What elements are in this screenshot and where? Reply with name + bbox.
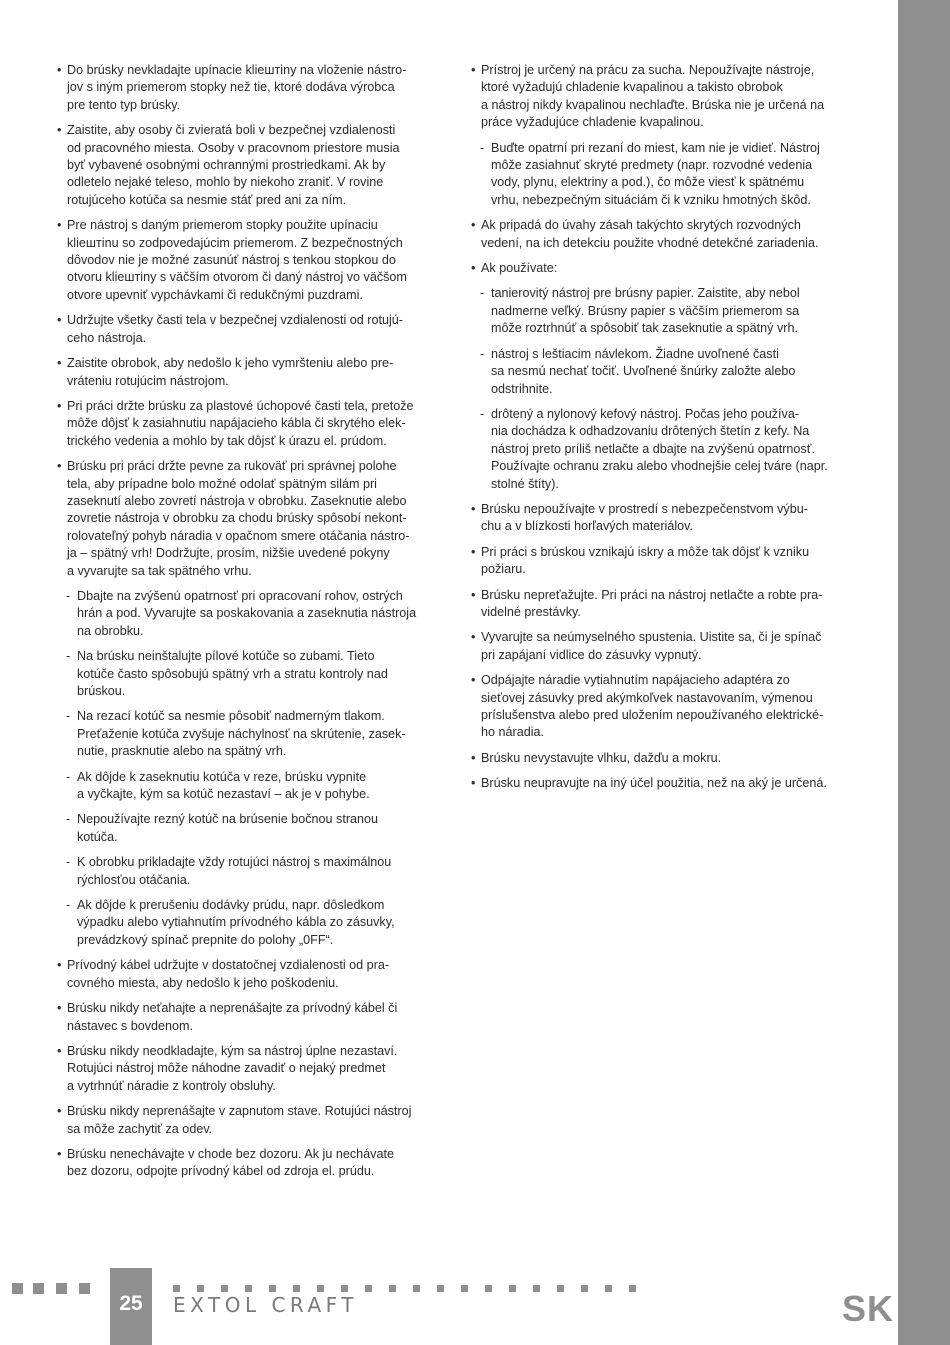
sub-list-item — [471, 140, 859, 210]
dash-marker: - — [66, 588, 71, 603]
item-text: Do brúsky nevkladajte upínacie kliештiny na vloženie nástro- jov s iným priemerom stopky než tie, ktoré dodáva výrobca pre tento typ brúsky. — [67, 63, 407, 112]
footer-square — [581, 1285, 588, 1292]
item-text: Ak dôjde k zaseknutiu kotúča v reze, brúsku vypnite a vyčkajte, kým sa kotúč nezastaví – ak je v pohybe. — [77, 769, 370, 802]
footer-square — [605, 1285, 612, 1292]
footer-square — [629, 1285, 636, 1292]
list-item — [57, 957, 445, 992]
item-text: Brúsku nikdy neťahajte a neprenášajte za prívodný kábel či nástavec s bovdenom. — [67, 1001, 398, 1033]
list-item — [471, 775, 859, 792]
list-item — [57, 217, 445, 304]
list-item — [57, 312, 445, 347]
bullet-marker: • — [471, 750, 476, 765]
bullet-marker: • — [471, 261, 476, 276]
dash-marker: - — [66, 649, 71, 664]
bullet-marker: • — [57, 1001, 62, 1016]
footer-square — [173, 1285, 180, 1292]
item-text: K obrobku prikladajte vždy rotujúci nástroj s maximálnou rýchlosťou otáčania. — [77, 855, 392, 887]
bullet-marker: • — [471, 501, 476, 516]
list-item — [471, 217, 859, 252]
list-item — [471, 62, 859, 132]
bullet-marker: • — [57, 459, 62, 474]
item-text: tanierovitý nástroj pre brúsny papier. Zaistite, aby nebol nadmerne veľký. Brúsny papier s väčším priemerom sa môže roztrhnúť a spôsobiť tak zaseknutie a spätný vrh. — [491, 286, 800, 336]
dash-marker: - — [66, 898, 71, 913]
item-text: Pri práci držte brúsku za plastové úchopové časti tela, pretože môže dôjsť k zasiahnutiu napájacieho kábla či skrytého elek- trického vedenia a mohlo by tak dôjsť k úrazu el. prúdom. — [67, 398, 414, 448]
dash-marker: - — [66, 769, 71, 784]
bullet-marker: • — [471, 587, 476, 602]
sub-list-item — [57, 708, 445, 760]
item-text: Pri práci s brúskou vznikajú iskry a môže tak dôjsť k vzniku požiaru. — [481, 544, 810, 577]
dash-marker: - — [66, 812, 71, 827]
dash-marker: - — [480, 286, 485, 301]
bullet-marker: • — [57, 63, 62, 77]
item-text: Brúsku nevystavujte vlhku, dažďu a mokru. — [481, 750, 722, 765]
item-text: Pre nástroj s daným priemerom stopky použite upínaciu kliештinu so zodpovedajúcim priemerom. Z bezpečnostných dôvodov nie je možné zasunúť nástroj s tenkou stopkou do otvoru kliештiny s väčším otvorom či daný nástroj vo väčšom otvore upevniť vypchávkami či redukčnými puzdrami. — [67, 218, 407, 302]
footer-square — [437, 1285, 444, 1292]
footer-square — [221, 1285, 228, 1292]
footer-square — [485, 1285, 492, 1292]
sub-list-item — [57, 588, 445, 640]
footer-square — [509, 1285, 516, 1292]
list-item — [471, 587, 859, 622]
item-text: Dbajte na zvýšenú opatrnosť pri opracovaní rohov, ostrých hrán a pod. Vyvarujte sa poskakovania a zaseknutia nástroja na obrobku. — [77, 588, 417, 638]
footer-square — [317, 1285, 324, 1292]
item-text: nástroj s leštiacim návlekom. Žiadne uvoľnené časti sa nesmú nechať točiť. Uvoľnené šnúrky založte alebo odstrihnite. — [491, 346, 796, 396]
bullet-marker: • — [57, 1104, 62, 1119]
item-text: Ak používate: — [481, 261, 558, 276]
item-text: Buďte opatrní pri rezaní do miest, kam nie je vidieť. Nástroj môže zasiahnuť skryté predmety (napr. rozvodné vedenia vody, plynu, elektriny a pod.), čo môže viesť k spätnému vrhu, nebezpečným situáciám či k vzniku hmotných škôd. — [491, 140, 820, 207]
item-text: Brúsku neupravujte na iný účel použitia, než na aký je určená. — [481, 776, 827, 791]
list-item — [57, 1103, 445, 1138]
bullet-marker: • — [471, 544, 476, 559]
sub-list-item — [57, 648, 445, 700]
bullet-marker: • — [57, 958, 62, 973]
footer-square — [341, 1285, 348, 1292]
bullet-marker: • — [57, 123, 62, 138]
bullet-marker: • — [57, 1043, 62, 1058]
bullet-marker: • — [57, 356, 62, 371]
bullet-marker: • — [471, 630, 476, 645]
dash-marker: - — [480, 406, 485, 421]
bullet-marker: • — [471, 63, 476, 77]
item-text: Brúsku pri práci držte pevne za rukoväť pri správnej polohe tela, aby prípadne bolo možné odolať spätným silám pri zaseknutí alebo zovretí nástroja v obrobku. Zaseknutie alebo zovretie nástroja v obrobku za chodu brúsky spôsobí nekont- rolovateľný pohyb náradia v opačnom smere otáčania nástro- ja – spätný vrh! Dodržujte, prosím, nižšie uvedené pokyny a vyvarujte sa tak spätného vrhu. — [67, 459, 410, 578]
bullet-marker: • — [57, 218, 62, 233]
list-item — [471, 629, 859, 664]
footer-square — [557, 1285, 564, 1292]
list-item — [57, 1146, 445, 1181]
brand-logo: EXTOL CRAFT — [173, 1293, 359, 1317]
bullet-marker: • — [57, 1146, 62, 1161]
sub-list-item — [471, 406, 859, 493]
item-text: Ak pripadá do úvahy zásah takýchto skrytých rozvodných vedení, na ich detekciu použite vhodné detekčné zariadenia. — [481, 218, 819, 250]
bullet-marker: • — [57, 313, 62, 328]
footer-square — [365, 1285, 372, 1292]
item-text: Brúsku nikdy neodkladajte, kým sa nástroj úplne nezastaví. Rotujúci nástroj môže náhodne zavadiť o nejaký predmet a vytrhnúť náradie z kontroly obsluhy. — [67, 1043, 398, 1093]
sub-list-item — [57, 811, 445, 846]
item-text: Zaistite obrobok, aby nedošlo k jeho vymršteniu alebo pre- vráteniu rotujúcim nástrojom. — [67, 356, 394, 388]
footer-square — [245, 1285, 252, 1292]
list-item — [471, 544, 859, 579]
list-item — [57, 1043, 445, 1095]
item-text: Nepoužívajte rezný kotúč na brúsenie bočnou stranou kotúča. — [77, 812, 379, 844]
dash-marker: - — [480, 140, 485, 155]
footer-square — [293, 1285, 300, 1292]
list-item — [57, 62, 445, 114]
item-text: Ak dôjde k prerušeniu dodávky prúdu, napr. dôsledkom výpadku alebo vytiahnutím prívodného kábla zo zásuvky, prevádzkový spínač prepnite do polohy „0FF“. — [77, 898, 395, 947]
footer-square — [461, 1285, 468, 1292]
list-item — [471, 750, 859, 767]
item-text: Na rezací kotúč sa nesmie pôsobiť nadmerným tlakom. Preťaženie kotúča zvyšuje náchylnosť na skrútenie, zasek- nutie, prasknutie alebo na spätný vrh. — [77, 709, 406, 759]
language-code: SK — [842, 1288, 895, 1329]
bullet-marker: • — [471, 673, 476, 688]
list-item — [57, 398, 445, 450]
sub-list-item — [471, 346, 859, 398]
side-color-bar — [898, 0, 950, 1345]
right-column — [471, 62, 859, 801]
item-text: Brúsku nikdy neprenášajte v zapnutom stave. Rotujúci nástroj sa môže zachytiť za odev. — [67, 1104, 412, 1136]
footer-square — [269, 1285, 276, 1292]
item-text: Odpájajte náradie vytiahnutím napájacieho adaptéra zo sieťovej zásuvky pred akýmkoľvek nastavovaním, výmenou príslušenstva alebo pred uložením nepoužívaného elektrické- ho náradia. — [481, 673, 824, 740]
list-item — [57, 458, 445, 580]
footer-square — [389, 1285, 396, 1292]
item-text: Brúsku nepoužívajte v prostredí s nebezpečenstvom výbu- chu a v blízkosti horľavých materiálov. — [481, 501, 808, 534]
list-item — [471, 672, 859, 742]
item-text: Na brúsku neinštalujte pílové kotúče so zubami. Tieto kotúče často spôsobujú spätný vrh a stratu kontroly nad brúskou. — [77, 649, 388, 698]
item-text: Prívodný kábel udržujte v dostatočnej vzdialenosti od pra- covného miesta, aby nedošlo k jeho poškodeniu. — [67, 958, 390, 990]
bullet-marker: • — [471, 776, 476, 791]
list-item — [57, 1000, 445, 1035]
item-text: Prístroj je určený na prácu za sucha. Nepoužívajte nástroje, ktoré vyžadujú chladenie kvapalinou a takisto obrobok a nástroj nikdy kvapalinou nechlaďte. Brúska nie je určená na práce vyžadujúce chladenie kvapalinou. — [481, 63, 825, 130]
sub-list-item — [57, 897, 445, 949]
footer-square — [533, 1285, 540, 1292]
sub-list-item — [471, 285, 859, 337]
item-text: Udržujte všetky časti tela v bezpečnej vzdialenosti od rotujú- ceho nástroja. — [67, 313, 403, 345]
footer-square — [197, 1285, 204, 1292]
page-number: 25 — [110, 1268, 152, 1345]
item-text: Vyvarujte sa neúmyselného spustenia. Uistite sa, či je spínač pri zapájaní vidlice do zásuvky vypnutý. — [481, 630, 822, 662]
left-column — [57, 62, 445, 1189]
list-item — [471, 501, 859, 536]
bullet-marker: • — [57, 398, 62, 413]
item-text: Brúsku nenechávajte v chode bez dozoru. Ak ju nechávate bez dozoru, odpojte prívodný kábel od zdroja el. prúdu. — [67, 1146, 394, 1179]
item-text: Zaistite, aby osoby či zvieratá boli v bezpečnej vzdialenosti od pracovného miesta. Osoby v pracovnom priestore musia byť vybavené osobnými ochrannými prostriedkami. Ak by odletelo nejaké teleso, mohlo by niekoho zraniť. V rovine rotujúceho kotúča sa nesmie stáť pred ani za ním. — [67, 123, 400, 207]
bullet-marker: • — [471, 218, 476, 233]
footer-square — [413, 1285, 420, 1292]
dash-marker: - — [480, 346, 485, 361]
list-item — [57, 122, 445, 209]
list-item — [471, 260, 859, 277]
dash-marker: - — [66, 855, 71, 870]
list-item — [57, 355, 445, 390]
sub-list-item — [57, 769, 445, 804]
sub-list-item — [57, 854, 445, 889]
item-text: drôtený a nylonový kefový nástroj. Počas jeho používa- nia dochádza k odhadzovaniu drôtených štetín z kefy. Na nástroj preto príliš netlačte a dbajte na zvýšenú opatrnosť. Používajte ochranu zraku alebo vhodnejšie celej tváre (napr. stolné štíty). — [491, 406, 828, 491]
item-text: Brúsku nepreťažujte. Pri práci na nástroj netlačte a robte pra- videlné prestávky. — [481, 587, 823, 619]
dash-marker: - — [66, 709, 71, 724]
